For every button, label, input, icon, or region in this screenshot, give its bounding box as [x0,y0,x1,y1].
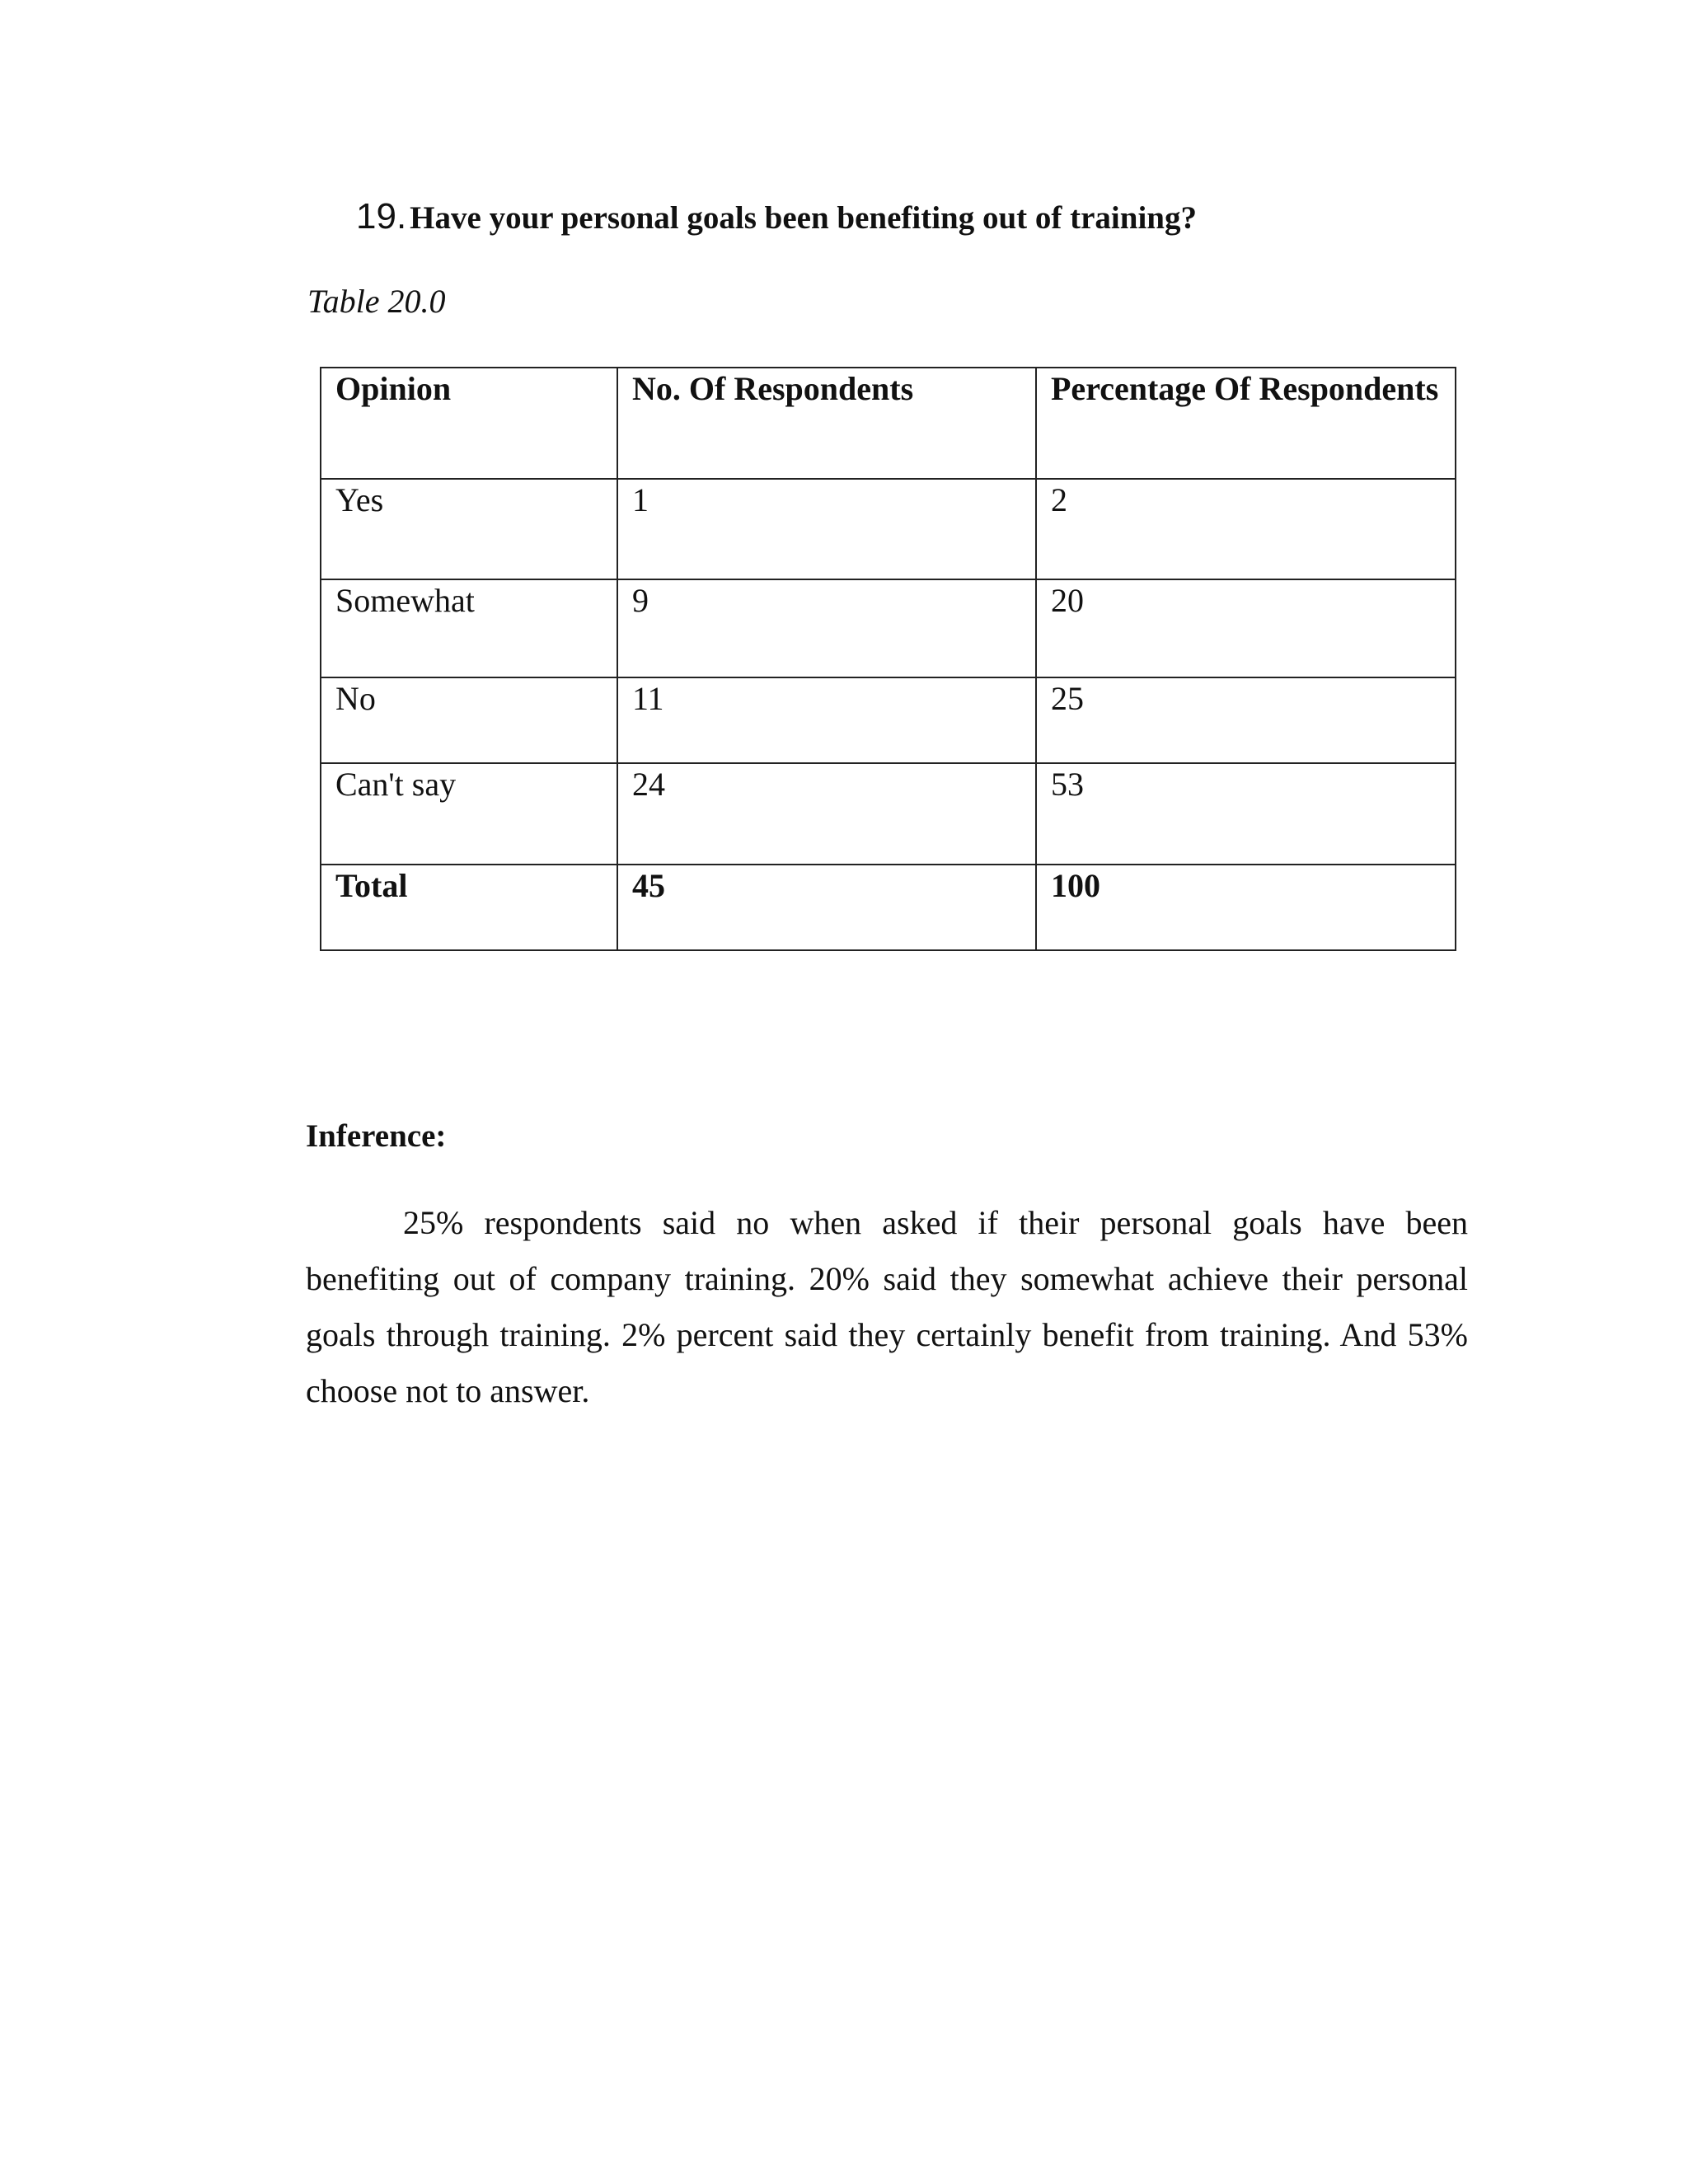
table-row [321,763,1456,865]
inference-paragraph: 25% respondents said no when asked if their personal goals have been benefiting out of company training. 20% said they somewhat achieve their personal goals through training. 2% percent said they certainly benefit from training. And 53% choose not to answer. [306,1204,1468,1409]
cell-opinion: Somewhat [321,579,617,677]
header-no-of-respondents: No. Of Respondents [617,368,1036,479]
table-caption: Table 20.0 [307,283,446,320]
question-heading [356,196,1197,237]
cell-count: 1 [617,479,1036,579]
cell-percentage: 20 [1036,579,1456,677]
cell-opinion: Can't say [321,763,617,865]
cell-count: 9 [617,579,1036,677]
inference-heading: Inference: [306,1118,447,1154]
question-number: 19. [356,196,407,237]
total-percentage: 100 [1036,865,1456,950]
header-opinion: Opinion [321,368,617,479]
cell-percentage: 53 [1036,763,1456,865]
total-count: 45 [617,865,1036,950]
respondents-table [320,367,1456,951]
cell-percentage: 25 [1036,677,1456,763]
table-total-row [321,865,1456,950]
table-row [321,677,1456,763]
cell-opinion: No [321,677,617,763]
cell-percentage: 2 [1036,479,1456,579]
cell-opinion: Yes [321,479,617,579]
table-row [321,479,1456,579]
header-percentage-of-respondents: Percentage Of Respondents [1036,368,1456,479]
cell-count: 24 [617,763,1036,865]
question-text: Have your personal goals been benefiting out of training? [410,200,1197,236]
table-header-row [321,368,1456,479]
table-row [321,579,1456,677]
cell-count: 11 [617,677,1036,763]
total-label: Total [321,865,617,950]
